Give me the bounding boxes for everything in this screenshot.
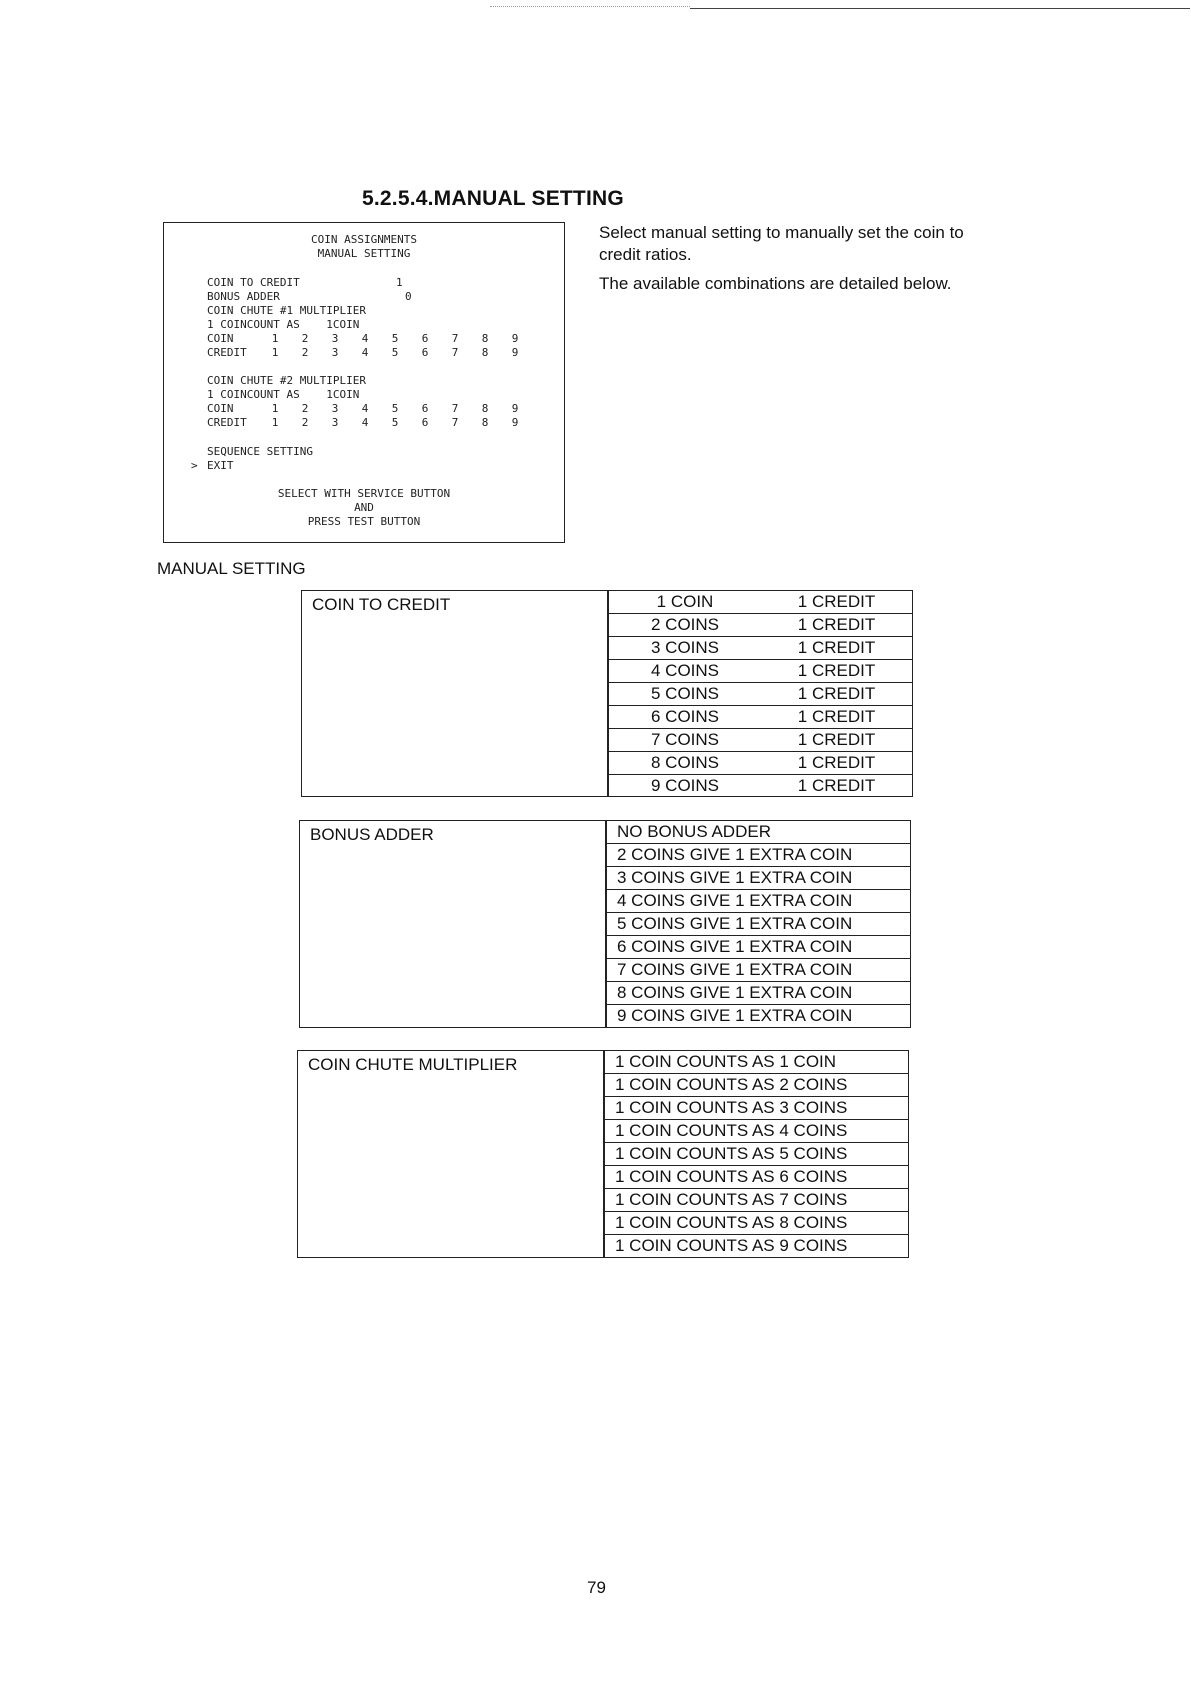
screen-num: 6 — [421, 346, 429, 359]
screen-num: 9 — [511, 416, 519, 429]
screen-bonus-adder: BONUS ADDER — [207, 290, 280, 303]
table-row — [609, 660, 912, 683]
table-row — [605, 1120, 908, 1143]
table-row — [605, 1212, 908, 1235]
table-row — [609, 637, 912, 660]
option-cell: 1 COIN COUNTS AS 3 COINS — [615, 1098, 848, 1117]
screen-num: 8 — [481, 346, 489, 359]
table-row — [605, 1097, 908, 1120]
table-row — [607, 913, 910, 936]
option-cell: 1 COIN COUNTS AS 5 COINS — [615, 1144, 848, 1163]
option-cell: 1 COIN COUNTS AS 2 COINS — [615, 1075, 848, 1094]
screen-num: 1 — [271, 346, 279, 359]
section-heading: 5.2.5.4.MANUAL SETTING — [362, 187, 624, 210]
coins-cell: 7 COINS — [650, 730, 720, 749]
screen-coin-to-credit: COIN TO CREDIT — [207, 276, 300, 289]
screen-num: 3 — [331, 416, 339, 429]
table-row — [607, 936, 910, 959]
bonus-adder-options — [606, 820, 911, 1028]
option-cell: 4 COINS GIVE 1 EXTRA COIN — [617, 891, 853, 910]
coins-cell: 8 COINS — [650, 753, 720, 772]
option-cell: 6 COINS GIVE 1 EXTRA COIN — [617, 937, 853, 956]
screen-num: 5 — [391, 402, 399, 415]
table-row — [607, 890, 910, 913]
screen-press: PRESS TEST BUTTON — [307, 515, 421, 528]
table-row — [609, 683, 912, 706]
credit-cell: 1 CREDIT — [797, 661, 876, 680]
credit-cell: 1 CREDIT — [797, 684, 876, 703]
table-row — [609, 729, 912, 752]
screen-num: 4 — [361, 346, 369, 359]
screen-num: 7 — [451, 346, 459, 359]
coins-cell: 4 COINS — [650, 661, 720, 680]
screen-num: 1 — [271, 416, 279, 429]
table-row — [609, 614, 912, 637]
screen-num: 8 — [481, 416, 489, 429]
screen-num: 6 — [421, 416, 429, 429]
screen-num: 7 — [451, 402, 459, 415]
option-cell: 9 COINS GIVE 1 EXTRA COIN — [617, 1006, 853, 1025]
option-cell: 1 COIN COUNTS AS 9 COINS — [615, 1236, 848, 1255]
bonus-adder-label-cell — [299, 820, 606, 1028]
table-row — [605, 1074, 908, 1097]
screen-chute2-count: 1 COINCOUNT AS 1COIN — [207, 388, 360, 401]
screen-coin-label-2: COIN — [207, 402, 234, 415]
table-row — [609, 706, 912, 729]
table-row — [605, 1143, 908, 1166]
screen-cursor: > — [191, 459, 198, 472]
table-row — [609, 752, 912, 775]
table-row — [607, 867, 910, 890]
screen-and: AND — [354, 501, 374, 514]
scan-top-line — [690, 8, 1190, 9]
screen-credit-label: CREDIT — [207, 346, 247, 359]
option-cell: 3 COINS GIVE 1 EXTRA COIN — [617, 868, 853, 887]
option-cell: 1 COIN COUNTS AS 8 COINS — [615, 1213, 848, 1232]
table-row — [609, 591, 912, 614]
option-cell: 1 COIN COUNTS AS 4 COINS — [615, 1121, 848, 1140]
option-cell: 1 COIN COUNTS AS 7 COINS — [615, 1190, 848, 1209]
option-cell: NO BONUS ADDER — [617, 822, 771, 841]
coin-to-credit-label: COIN TO CREDIT — [312, 595, 451, 614]
screen-num: 3 — [331, 346, 339, 359]
table-row — [607, 844, 910, 867]
screen-num: 9 — [511, 402, 519, 415]
coin-chute-multiplier-label: COIN CHUTE MULTIPLIER — [308, 1055, 518, 1074]
table-row — [605, 1189, 908, 1212]
table-caption: MANUAL SETTING — [157, 559, 306, 578]
screen-num: 8 — [481, 332, 489, 345]
table-row — [605, 1235, 908, 1258]
coins-cell: 9 COINS — [650, 776, 720, 795]
screen-num: 4 — [361, 332, 369, 345]
screen-num: 7 — [451, 416, 459, 429]
screen-title: COIN ASSIGNMENTS — [311, 233, 417, 246]
description-line: Select manual setting to manually set the coin to — [599, 223, 964, 242]
screen-subtitle: MANUAL SETTING — [317, 247, 411, 260]
screen-bonus-adder-value: 0 — [405, 290, 412, 303]
screen-num: 5 — [391, 346, 399, 359]
screen-num: 9 — [511, 346, 519, 359]
coin-chute-multiplier-label-cell — [297, 1050, 604, 1258]
screen-num: 3 — [331, 332, 339, 345]
screen-credit-label-2: CREDIT — [207, 416, 247, 429]
screen-num: 5 — [391, 332, 399, 345]
screen-num: 4 — [361, 416, 369, 429]
table-row — [607, 959, 910, 982]
screen-num: 2 — [301, 332, 309, 345]
scan-dotted-line — [490, 6, 690, 7]
screen-num: 1 — [271, 332, 279, 345]
option-cell: 2 COINS GIVE 1 EXTRA COIN — [617, 845, 853, 864]
screen-num: 7 — [451, 332, 459, 345]
screen-exit: EXIT — [207, 459, 234, 472]
screen-coin-to-credit-value: 1 — [396, 276, 403, 289]
table-row — [605, 1051, 908, 1074]
credit-cell: 1 CREDIT — [797, 776, 876, 795]
option-cell: 7 COINS GIVE 1 EXTRA COIN — [617, 960, 853, 979]
option-cell: 8 COINS GIVE 1 EXTRA COIN — [617, 983, 853, 1002]
table-row — [605, 1166, 908, 1189]
bonus-adder-label: BONUS ADDER — [310, 825, 434, 844]
credit-cell: 1 CREDIT — [797, 638, 876, 657]
credit-cell: 1 CREDIT — [797, 753, 876, 772]
coins-cell: 5 COINS — [650, 684, 720, 703]
screen-num: 9 — [511, 332, 519, 345]
coins-cell: 6 COINS — [650, 707, 720, 726]
coins-cell: 3 COINS — [650, 638, 720, 657]
table-row — [607, 1005, 910, 1028]
screen-select: SELECT WITH SERVICE BUTTON — [277, 487, 451, 500]
credit-cell: 1 CREDIT — [797, 615, 876, 634]
screen-num: 2 — [301, 402, 309, 415]
screen-num: 2 — [301, 346, 309, 359]
option-cell: 1 COIN COUNTS AS 1 COIN — [615, 1052, 837, 1071]
description-line: The available combinations are detailed below. — [599, 274, 952, 293]
screen-capture — [163, 222, 565, 543]
screen-coin-label: COIN — [207, 332, 234, 345]
option-cell: 1 COIN COUNTS AS 6 COINS — [615, 1167, 848, 1186]
credit-cell: 1 CREDIT — [797, 707, 876, 726]
screen-num: 8 — [481, 402, 489, 415]
table-row — [609, 775, 912, 798]
description-line: credit ratios. — [599, 245, 692, 264]
coin-chute-multiplier-options — [604, 1050, 909, 1258]
screen-num: 1 — [271, 402, 279, 415]
table-row — [607, 821, 910, 844]
option-cell: 5 COINS GIVE 1 EXTRA COIN — [617, 914, 853, 933]
screen-num: 6 — [421, 332, 429, 345]
screen-num: 5 — [391, 416, 399, 429]
coin-to-credit-options — [608, 590, 913, 797]
screen-chute1-label: COIN CHUTE #1 MULTIPLIER — [207, 304, 366, 317]
credit-cell: 1 CREDIT — [797, 592, 876, 611]
table-row — [607, 982, 910, 1005]
coins-cell: 1 COIN — [656, 592, 714, 611]
coins-cell: 2 COINS — [650, 615, 720, 634]
screen-num: 4 — [361, 402, 369, 415]
screen-num: 3 — [331, 402, 339, 415]
screen-sequence: SEQUENCE SETTING — [207, 445, 313, 458]
screen-chute1-count: 1 COINCOUNT AS 1COIN — [207, 318, 360, 331]
credit-cell: 1 CREDIT — [797, 730, 876, 749]
screen-chute2-label: COIN CHUTE #2 MULTIPLIER — [207, 374, 366, 387]
page-number: 79 — [587, 1578, 606, 1597]
coin-to-credit-label-cell — [301, 590, 608, 797]
screen-num: 6 — [421, 402, 429, 415]
screen-num: 2 — [301, 416, 309, 429]
